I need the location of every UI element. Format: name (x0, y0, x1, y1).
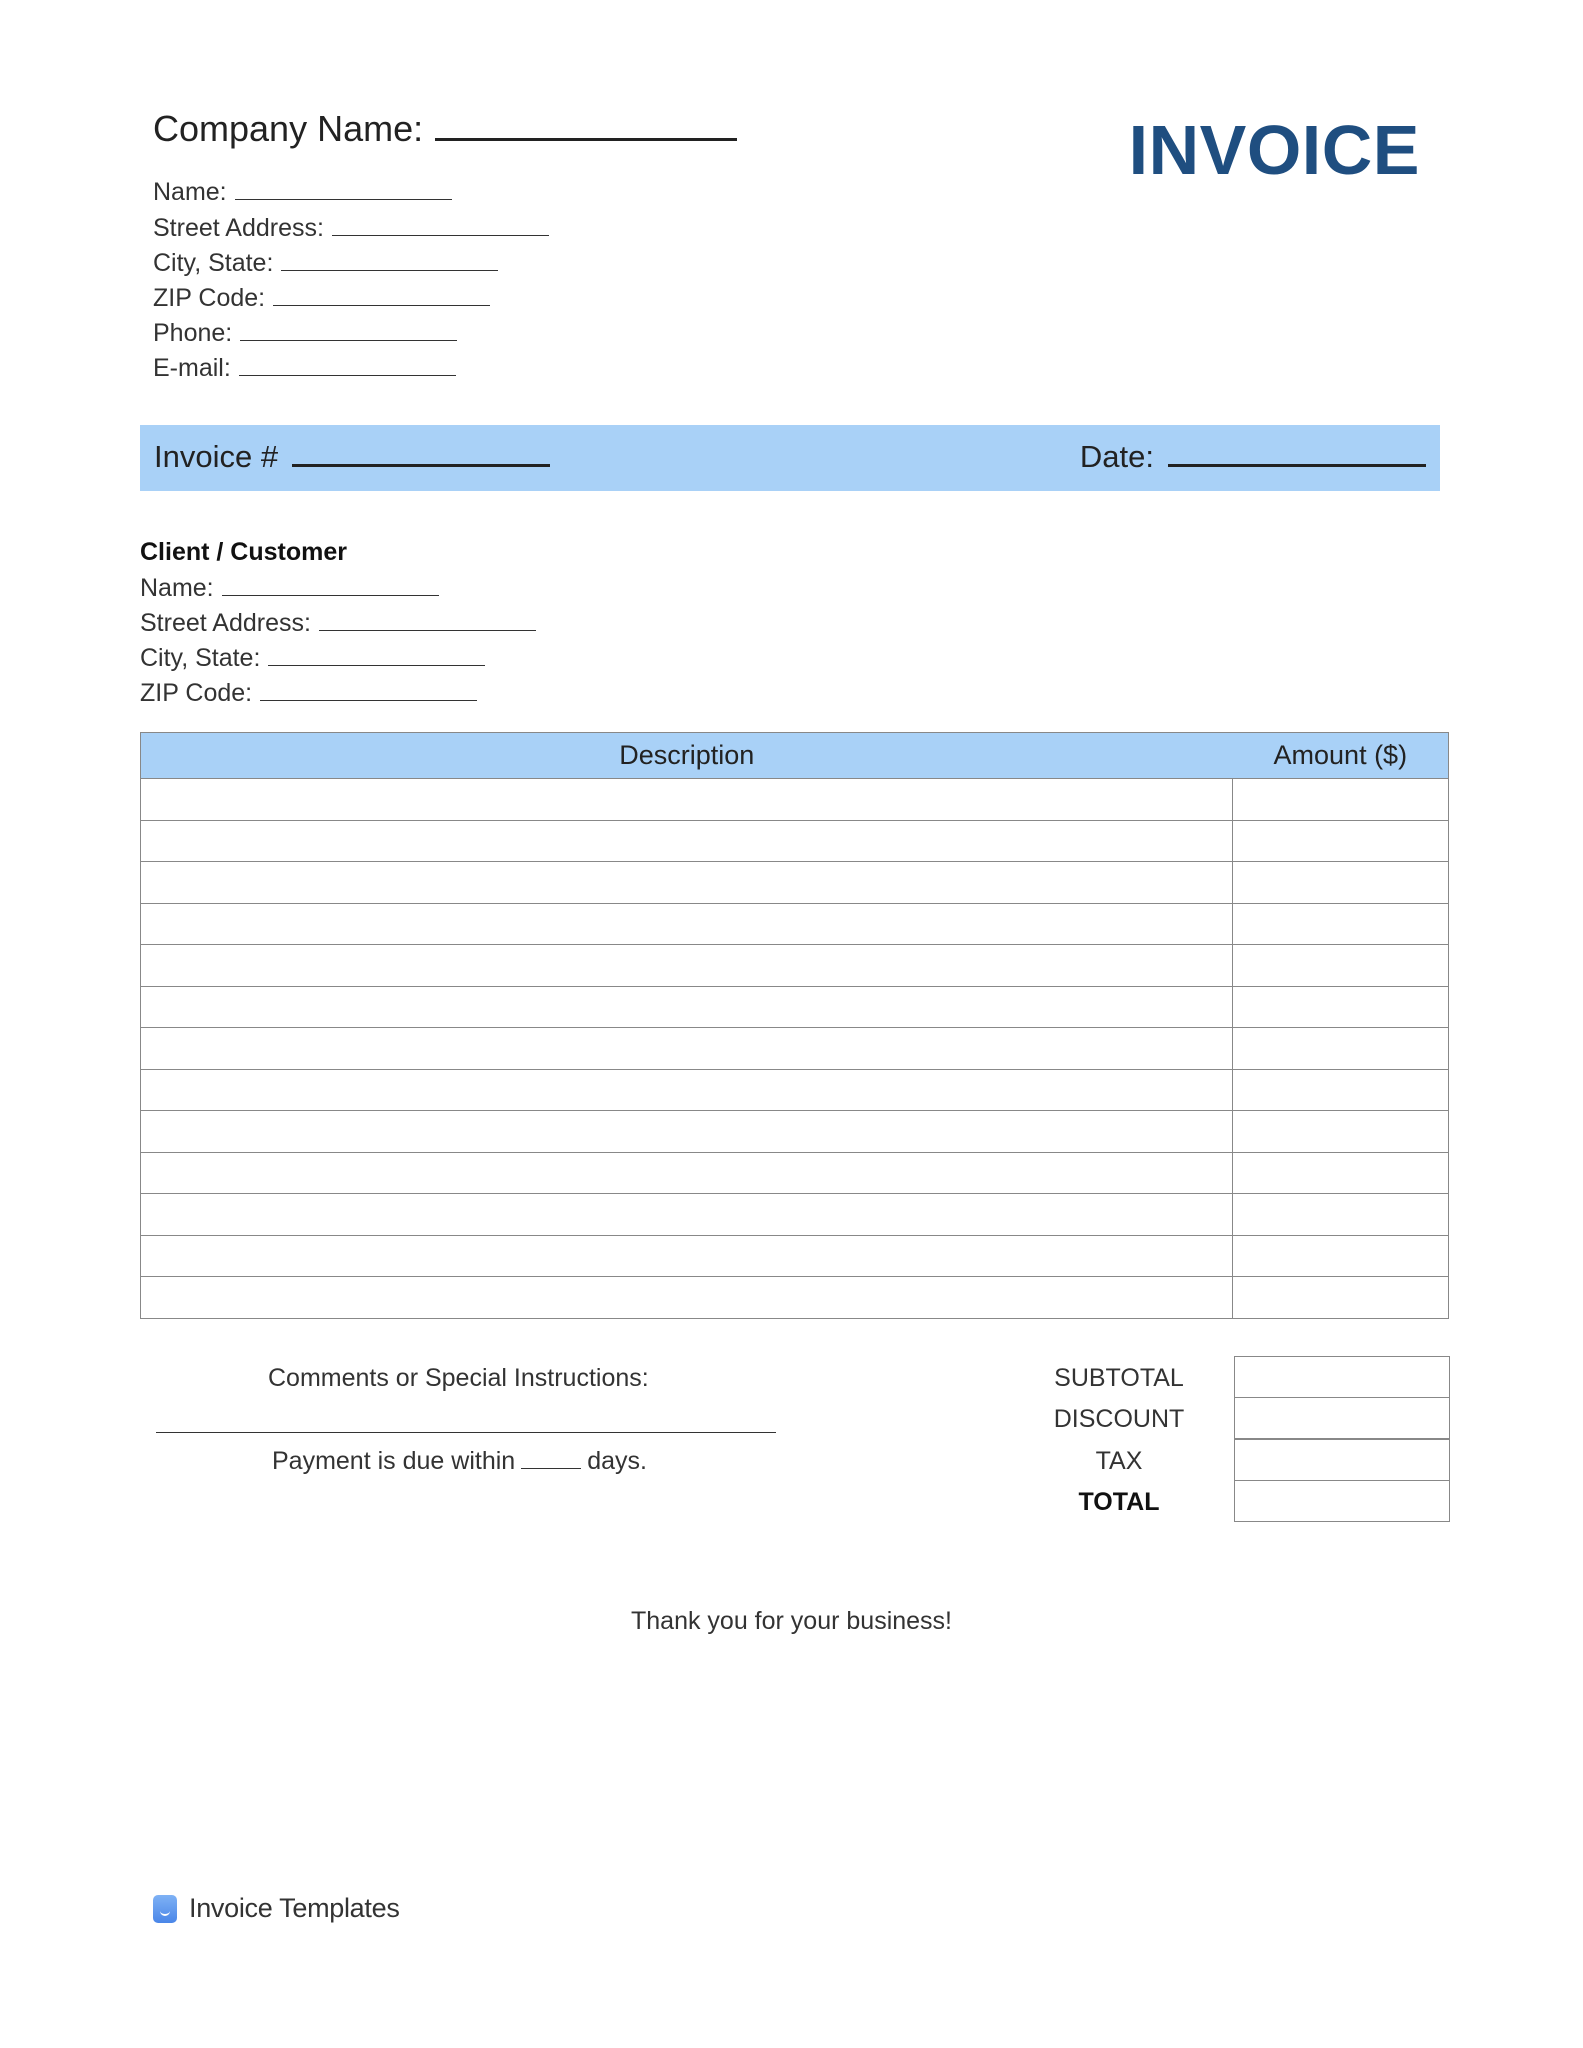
table-row (141, 1152, 1449, 1194)
invoice-title: INVOICE (1128, 111, 1420, 189)
table-row (141, 1277, 1449, 1319)
sender-name-label: Name: (153, 178, 227, 206)
invoice-bar (140, 425, 1440, 491)
amount-cell[interactable] (1233, 1277, 1449, 1319)
table-row (141, 1111, 1449, 1153)
amount-cell[interactable] (1233, 820, 1449, 862)
sender-city-field (153, 249, 498, 278)
comments-line[interactable] (156, 1432, 776, 1433)
sender-name-line[interactable] (235, 199, 452, 200)
amount-cell[interactable] (1233, 903, 1449, 945)
description-cell[interactable] (141, 945, 1233, 987)
payment-prefix: Payment is due within (272, 1447, 516, 1475)
table-row (141, 820, 1449, 862)
subtotal-box[interactable] (1234, 1356, 1450, 1398)
sender-zip-field (153, 284, 490, 313)
sender-street-field (153, 214, 549, 243)
amount-cell[interactable] (1233, 1152, 1449, 1194)
table-row (141, 1194, 1449, 1236)
sender-zip-label: ZIP Code: (153, 284, 266, 312)
company-name-field (153, 108, 737, 150)
items-body (141, 779, 1449, 1319)
invoice-number-label: Invoice # (154, 439, 279, 474)
invoice-date-label: Date: (1079, 439, 1154, 474)
client-street-field (140, 609, 536, 638)
client-city-field (140, 644, 485, 673)
table-row (141, 779, 1449, 821)
description-cell[interactable] (141, 820, 1233, 862)
invoice-number-line[interactable] (292, 464, 550, 467)
sender-email-label: E-mail: (153, 354, 231, 382)
sender-phone-field (153, 319, 457, 348)
client-name-field (140, 574, 439, 603)
client-zip-label: ZIP Code: (140, 679, 253, 707)
total-label: TOTAL (1078, 1488, 1160, 1516)
description-cell[interactable] (141, 779, 1233, 821)
table-row (141, 1069, 1449, 1111)
company-name-line[interactable] (435, 138, 737, 141)
table-row (141, 1028, 1449, 1070)
client-zip-field (140, 679, 477, 708)
invoice-date-field (1080, 439, 1426, 475)
table-row (141, 986, 1449, 1028)
items-table (140, 732, 1449, 1319)
client-heading: Client / Customer (140, 538, 347, 566)
discount-box[interactable] (1234, 1397, 1450, 1439)
sender-phone-line[interactable] (240, 340, 457, 341)
company-name-label: Company Name: (153, 108, 424, 149)
sender-city-label: City, State: (153, 249, 274, 277)
description-cell[interactable] (141, 1028, 1233, 1070)
amount-cell[interactable] (1233, 945, 1449, 987)
sender-phone-label: Phone: (153, 319, 233, 347)
invoice-date-line[interactable] (1168, 464, 1426, 467)
subtotal-label: SUBTOTAL (1054, 1364, 1184, 1392)
description-cell[interactable] (141, 986, 1233, 1028)
client-city-line[interactable] (268, 665, 485, 666)
description-cell[interactable] (141, 1152, 1233, 1194)
items-header-row (141, 733, 1449, 779)
table-row (141, 862, 1449, 904)
sender-email-line[interactable] (239, 375, 456, 376)
client-name-line[interactable] (222, 595, 439, 596)
footer-brand: Invoice Templates (189, 1893, 400, 1923)
sender-name-field (153, 178, 452, 207)
amount-cell[interactable] (1233, 1069, 1449, 1111)
amount-cell[interactable] (1233, 1235, 1449, 1277)
description-cell[interactable] (141, 1111, 1233, 1153)
sender-street-line[interactable] (332, 235, 549, 236)
client-city-label: City, State: (140, 644, 261, 672)
description-cell[interactable] (141, 862, 1233, 904)
description-cell[interactable] (141, 1069, 1233, 1111)
sender-email-field (153, 354, 456, 383)
comments-label: Comments or Special Instructions: (268, 1364, 649, 1392)
amount-cell[interactable] (1233, 1028, 1449, 1070)
amount-cell[interactable] (1233, 1194, 1449, 1236)
payment-suffix: days. (587, 1447, 647, 1475)
discount-label: DISCOUNT (1053, 1405, 1185, 1433)
sender-street-label: Street Address: (153, 214, 324, 242)
sender-zip-line[interactable] (273, 305, 490, 306)
total-box[interactable] (1234, 1480, 1450, 1522)
description-cell[interactable] (141, 1277, 1233, 1319)
sender-city-line[interactable] (281, 270, 498, 271)
table-row (141, 1235, 1449, 1277)
client-street-label: Street Address: (140, 609, 311, 637)
table-row (141, 903, 1449, 945)
client-name-label: Name: (140, 574, 214, 602)
tax-box[interactable] (1234, 1439, 1450, 1481)
payment-days-line[interactable] (521, 1468, 581, 1469)
table-row (141, 945, 1449, 987)
invoice-number-field (154, 439, 550, 475)
amount-cell[interactable] (1233, 862, 1449, 904)
tax-label: TAX (1095, 1447, 1143, 1475)
amount-cell[interactable] (1233, 986, 1449, 1028)
amount-cell[interactable] (1233, 779, 1449, 821)
description-cell[interactable] (141, 903, 1233, 945)
invoice-templates-logo-icon (153, 1895, 177, 1923)
description-cell[interactable] (141, 1235, 1233, 1277)
description-header: Description (141, 733, 1233, 779)
footer-logo (153, 1893, 400, 1924)
client-zip-line[interactable] (260, 700, 477, 701)
thank-you-message: Thank you for your business! (631, 1607, 952, 1635)
amount-cell[interactable] (1233, 1111, 1449, 1153)
description-cell[interactable] (141, 1194, 1233, 1236)
client-street-line[interactable] (319, 630, 536, 631)
payment-terms (272, 1447, 647, 1476)
amount-header: Amount ($) (1233, 733, 1449, 779)
